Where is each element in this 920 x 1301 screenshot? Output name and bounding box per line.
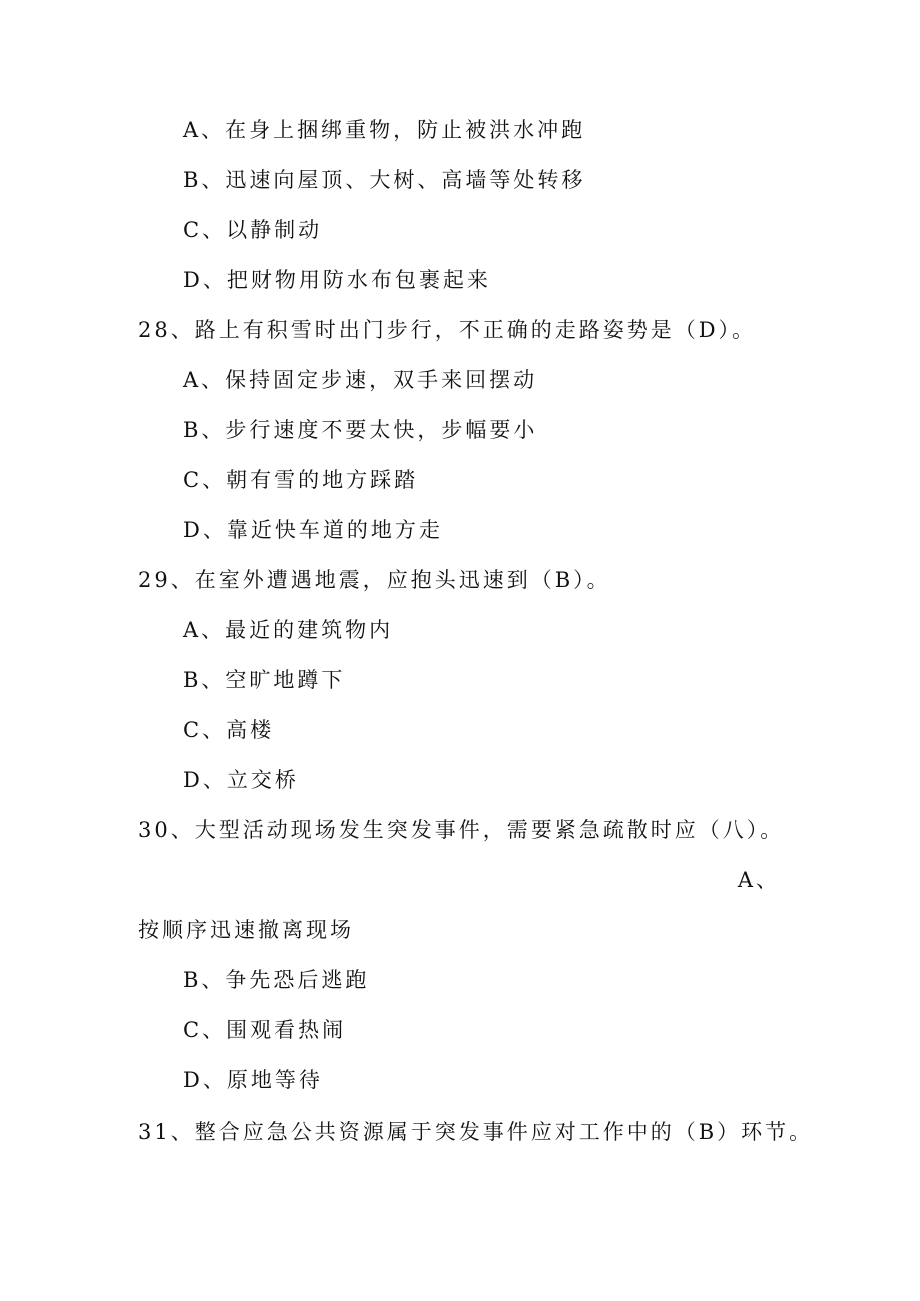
q27-option-b: B、迅速向屋顶、大树、高墙等处转移 — [183, 168, 586, 192]
q30-option-b: B、争先恐后逃跑 — [183, 968, 370, 992]
q28-option-a: A、保持固定步速，双手来回摆动 — [183, 368, 538, 392]
q29-option-b: B、空旷地蹲下 — [183, 668, 346, 692]
q27-option-c: C、以静制动 — [183, 218, 323, 242]
q27-option-d: D、把财物用防水布包裹起来 — [183, 268, 491, 292]
q28-question: 28、路上有积雪时出门步行，不正确的走路姿势是（D）。 — [138, 318, 757, 342]
q30-option-a-marker: A、 — [737, 868, 780, 892]
q28-option-c: C、朝有雪的地方踩踏 — [183, 468, 419, 492]
q30-option-c: C、围观看热闹 — [183, 1018, 347, 1042]
q29-option-c: C、高楼 — [183, 718, 275, 742]
q27-option-a: A、在身上捆绑重物，防止被洪水冲跑 — [183, 118, 586, 142]
q29-option-d: D、立交桥 — [183, 768, 299, 792]
q31-question: 31、整合应急公共资源属于突发事件应对工作中的（B）环节。 — [138, 1120, 814, 1144]
q30-option-a-text: 按顺序迅速撤离现场 — [138, 918, 354, 942]
q29-option-a: A、最近的建筑物内 — [183, 618, 394, 642]
q30-question: 30、大型活动现场发生突发事件，需要紧急疏散时应（八）。 — [138, 818, 785, 842]
q28-option-b: B、步行速度不要太快，步幅要小 — [183, 418, 538, 442]
q28-option-d: D、靠近快车道的地方走 — [183, 518, 443, 542]
q29-question: 29、在室外遭遇地震，应抱头迅速到（B）。 — [138, 568, 611, 592]
q30-option-d: D、原地等待 — [183, 1068, 323, 1092]
